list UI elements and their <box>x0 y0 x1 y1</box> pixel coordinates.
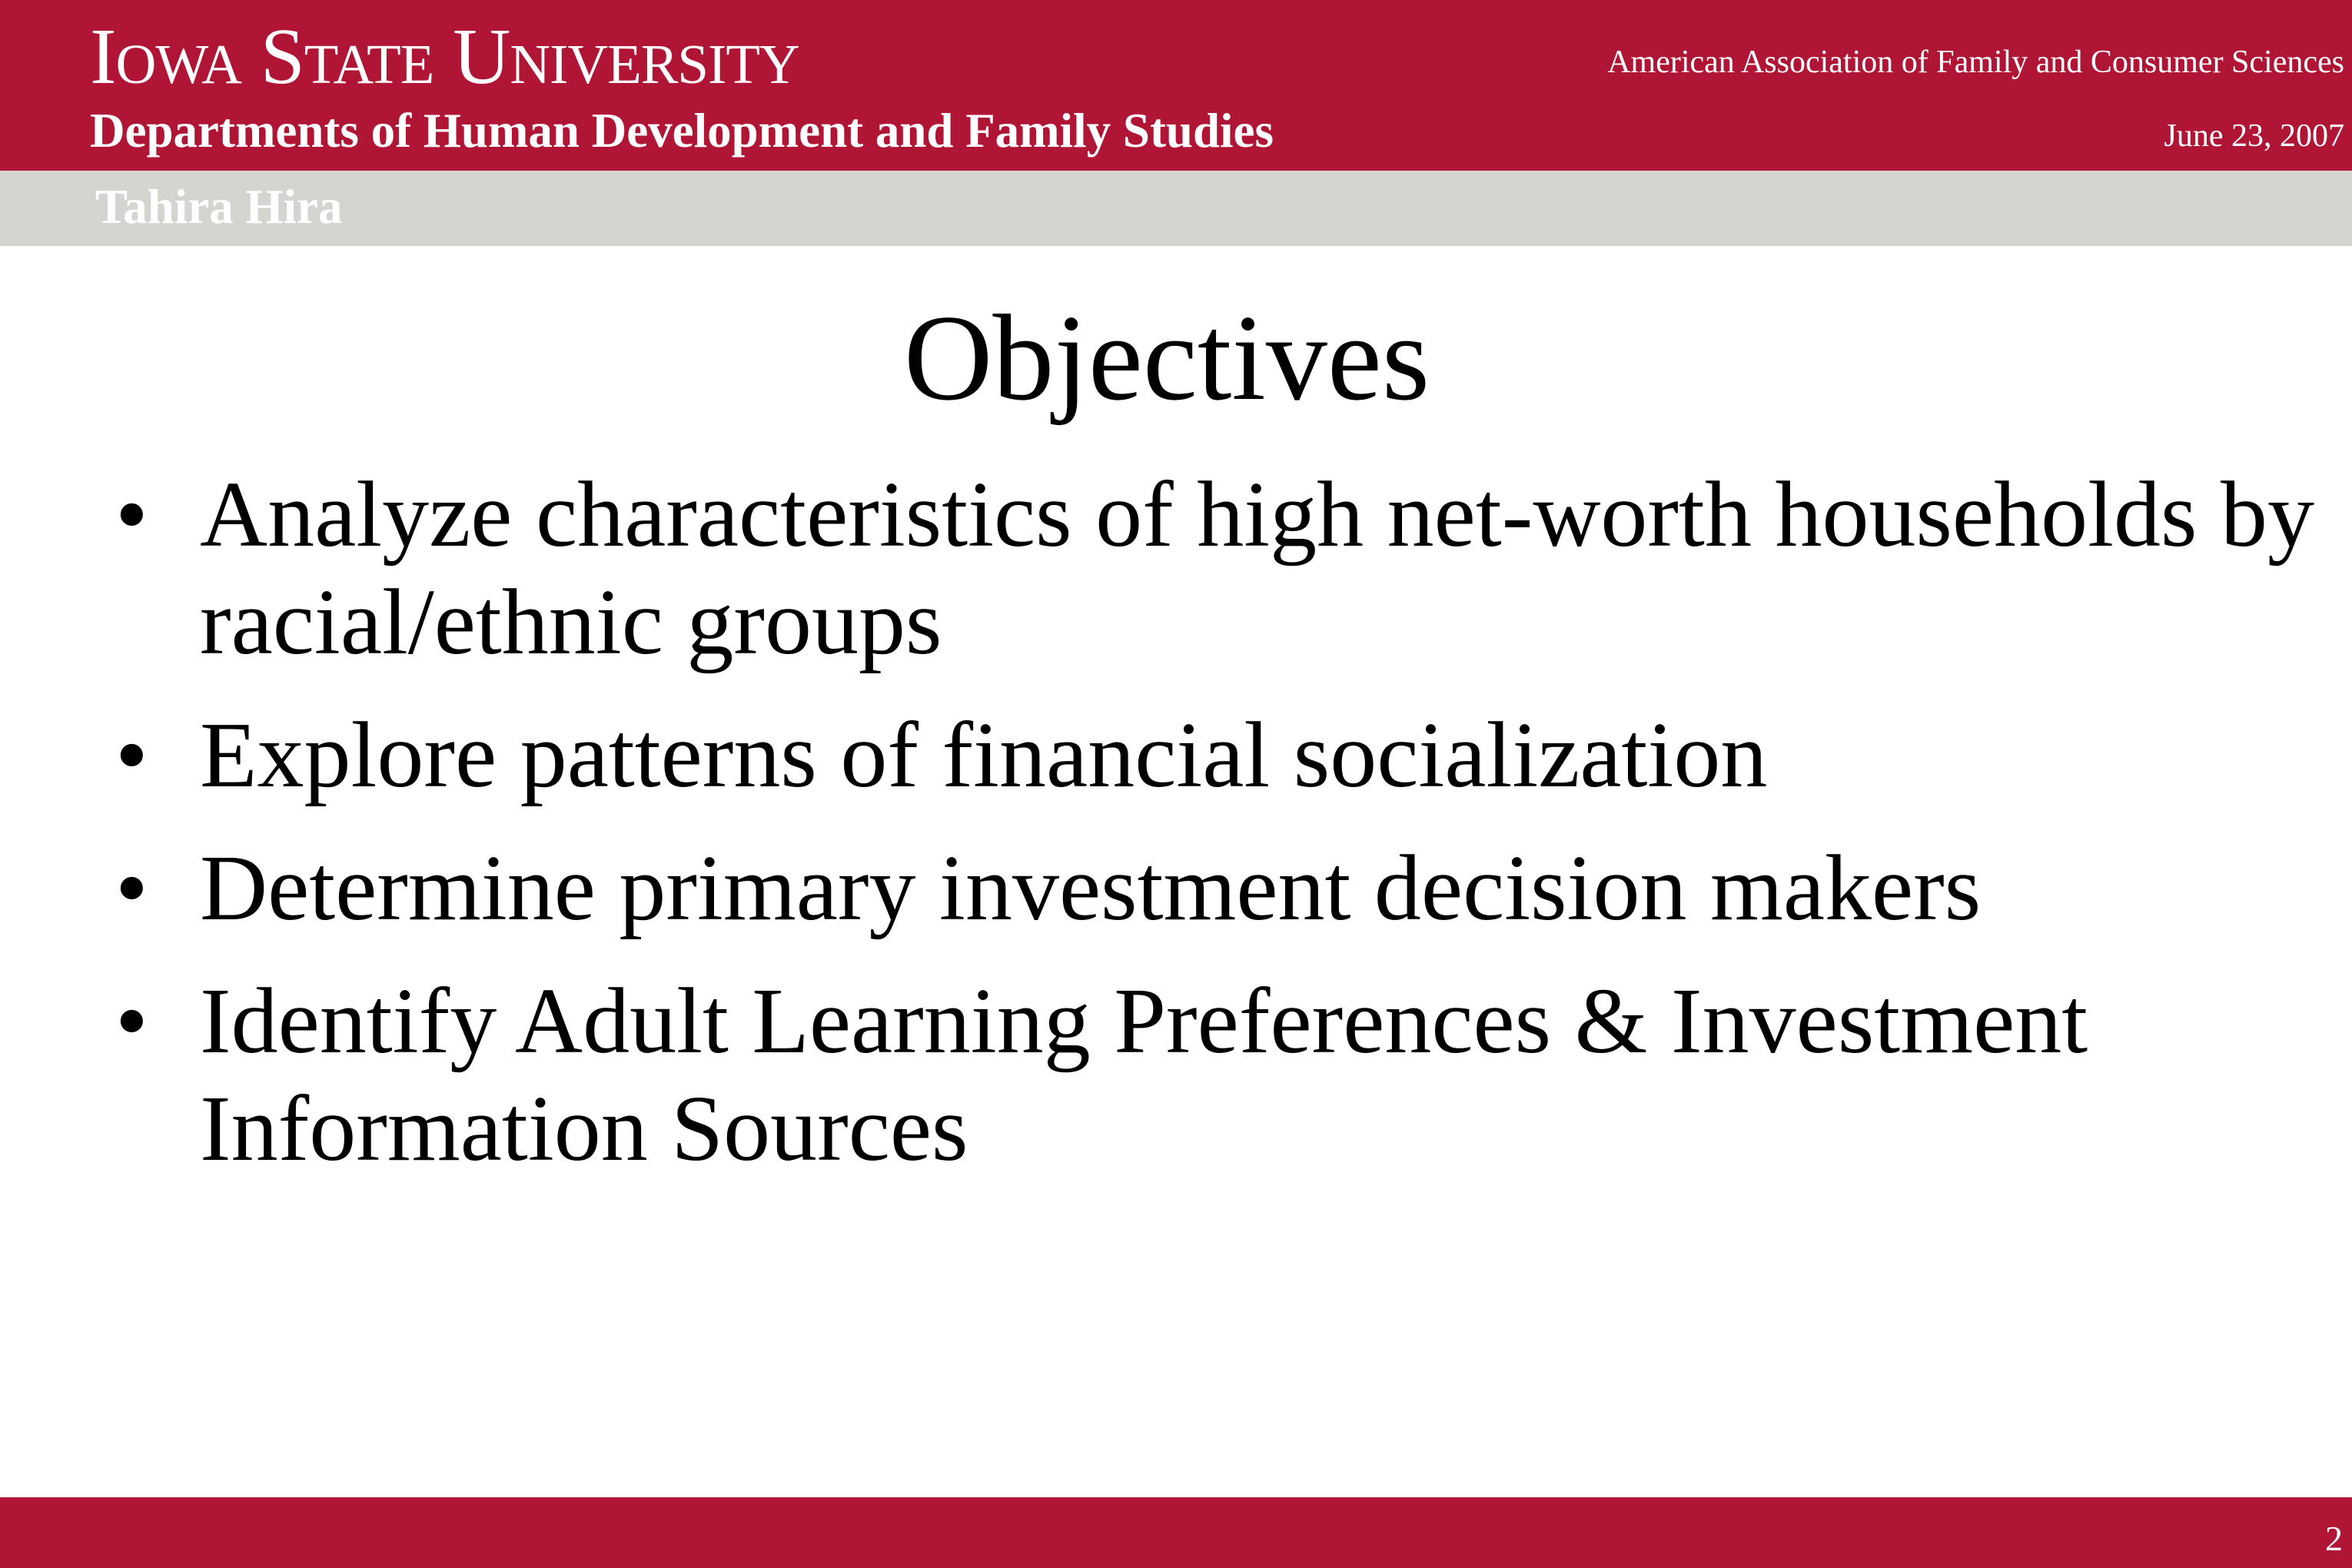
bullet-icon: • <box>115 969 148 1073</box>
author-name: Tahira Hira <box>95 180 343 234</box>
department-name: Departments of Human Development and Family Studies <box>90 104 1274 158</box>
footer-bar <box>0 1497 2352 1568</box>
presentation-date: June 23, 2007 <box>2164 118 2344 154</box>
author-bar <box>0 171 2352 246</box>
header-bar <box>0 0 2352 171</box>
bullet-icon: • <box>115 836 148 940</box>
bullet-icon: • <box>115 463 148 566</box>
bullet-text: Analyze characteristics of high net-worth households by racial/ethnic groups <box>200 463 2314 674</box>
list-item <box>115 702 2329 809</box>
university-wordmark: Iowa State University <box>90 12 799 101</box>
objectives-list <box>115 461 2329 1208</box>
bullet-icon: • <box>115 703 148 807</box>
bullet-text: Identify Adult Learning Preferences & Investment Information Sources <box>200 969 2088 1181</box>
bullet-text: Determine primary investment decision makers <box>200 836 1982 940</box>
list-item <box>115 461 2329 676</box>
list-item <box>115 968 2329 1183</box>
conference-name: American Association of Family and Consumer Sciences <box>1607 45 2344 80</box>
list-item <box>115 835 2329 942</box>
slide-title: Objectives <box>903 289 1430 426</box>
bullet-text: Explore patterns of financial socialization <box>200 703 1768 807</box>
page-number: 2 <box>2325 1519 2343 1558</box>
